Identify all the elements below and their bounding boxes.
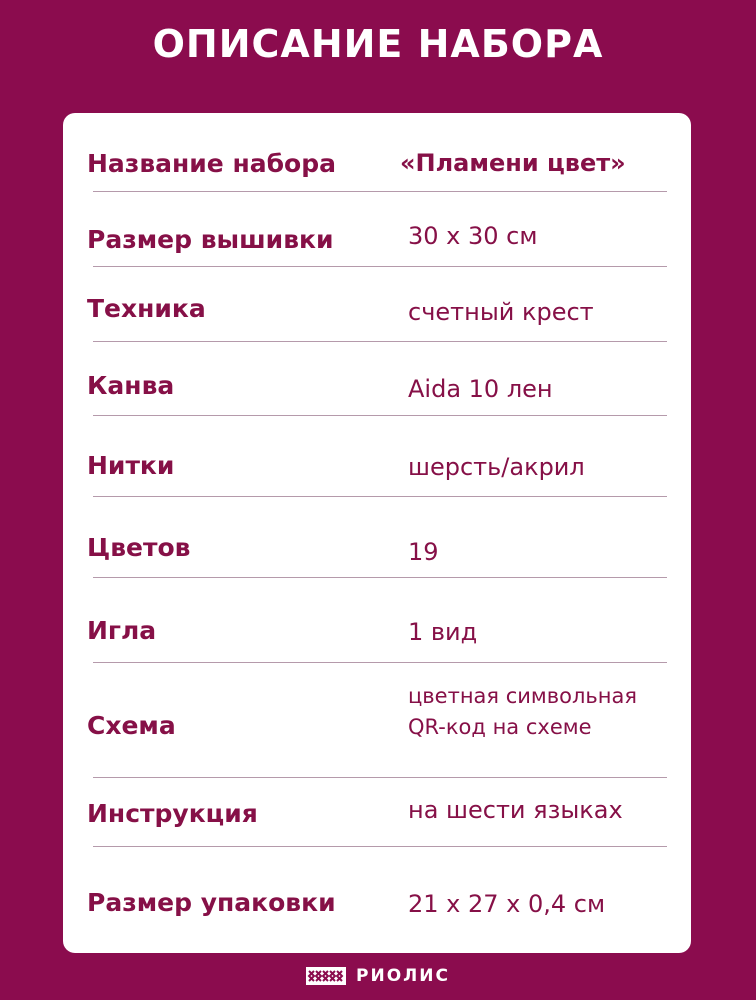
kit-description-card (63, 113, 691, 953)
row-value: 19 (408, 538, 439, 566)
row-value: счетный крест (408, 298, 594, 326)
row-value-line1: цветная символьная (408, 684, 638, 708)
page-title: ОПИСАНИЕ НАБОРА (152, 22, 604, 66)
divider (93, 341, 667, 342)
divider (93, 846, 667, 847)
row-value: 1 вид (408, 618, 478, 646)
row-label: Игла (87, 616, 157, 645)
divider (93, 496, 667, 497)
divider (93, 777, 667, 778)
row-label: Схема (87, 711, 176, 740)
divider (93, 662, 667, 663)
row-label: Инструкция (87, 799, 258, 828)
divider (93, 577, 667, 578)
row-label: Нитки (87, 451, 175, 480)
divider (93, 415, 667, 416)
brand-footer (0, 962, 756, 990)
divider (93, 266, 667, 267)
row-value: 30 х 30 см (408, 222, 538, 250)
row-value: «Пламени цвет» (400, 149, 626, 177)
row-label: Канва (87, 371, 175, 400)
row-label: Техника (87, 294, 206, 323)
row-value: 21 х 27 х 0,4 см (408, 890, 606, 918)
row-label: Размер упаковки (87, 888, 336, 917)
brand-name: РИОЛИС (356, 966, 450, 986)
row-label: Название набора (87, 149, 336, 178)
divider (93, 191, 667, 192)
row-label: Цветов (87, 533, 191, 562)
row-value: Aida 10 лен (408, 375, 553, 403)
row-value-line2: QR-код на схеме (408, 715, 592, 739)
riolis-logo-icon (306, 967, 346, 985)
row-value: шерсть/акрил (408, 453, 585, 481)
row-value: на шести языках (408, 796, 623, 824)
row-label: Размер вышивки (87, 225, 334, 254)
